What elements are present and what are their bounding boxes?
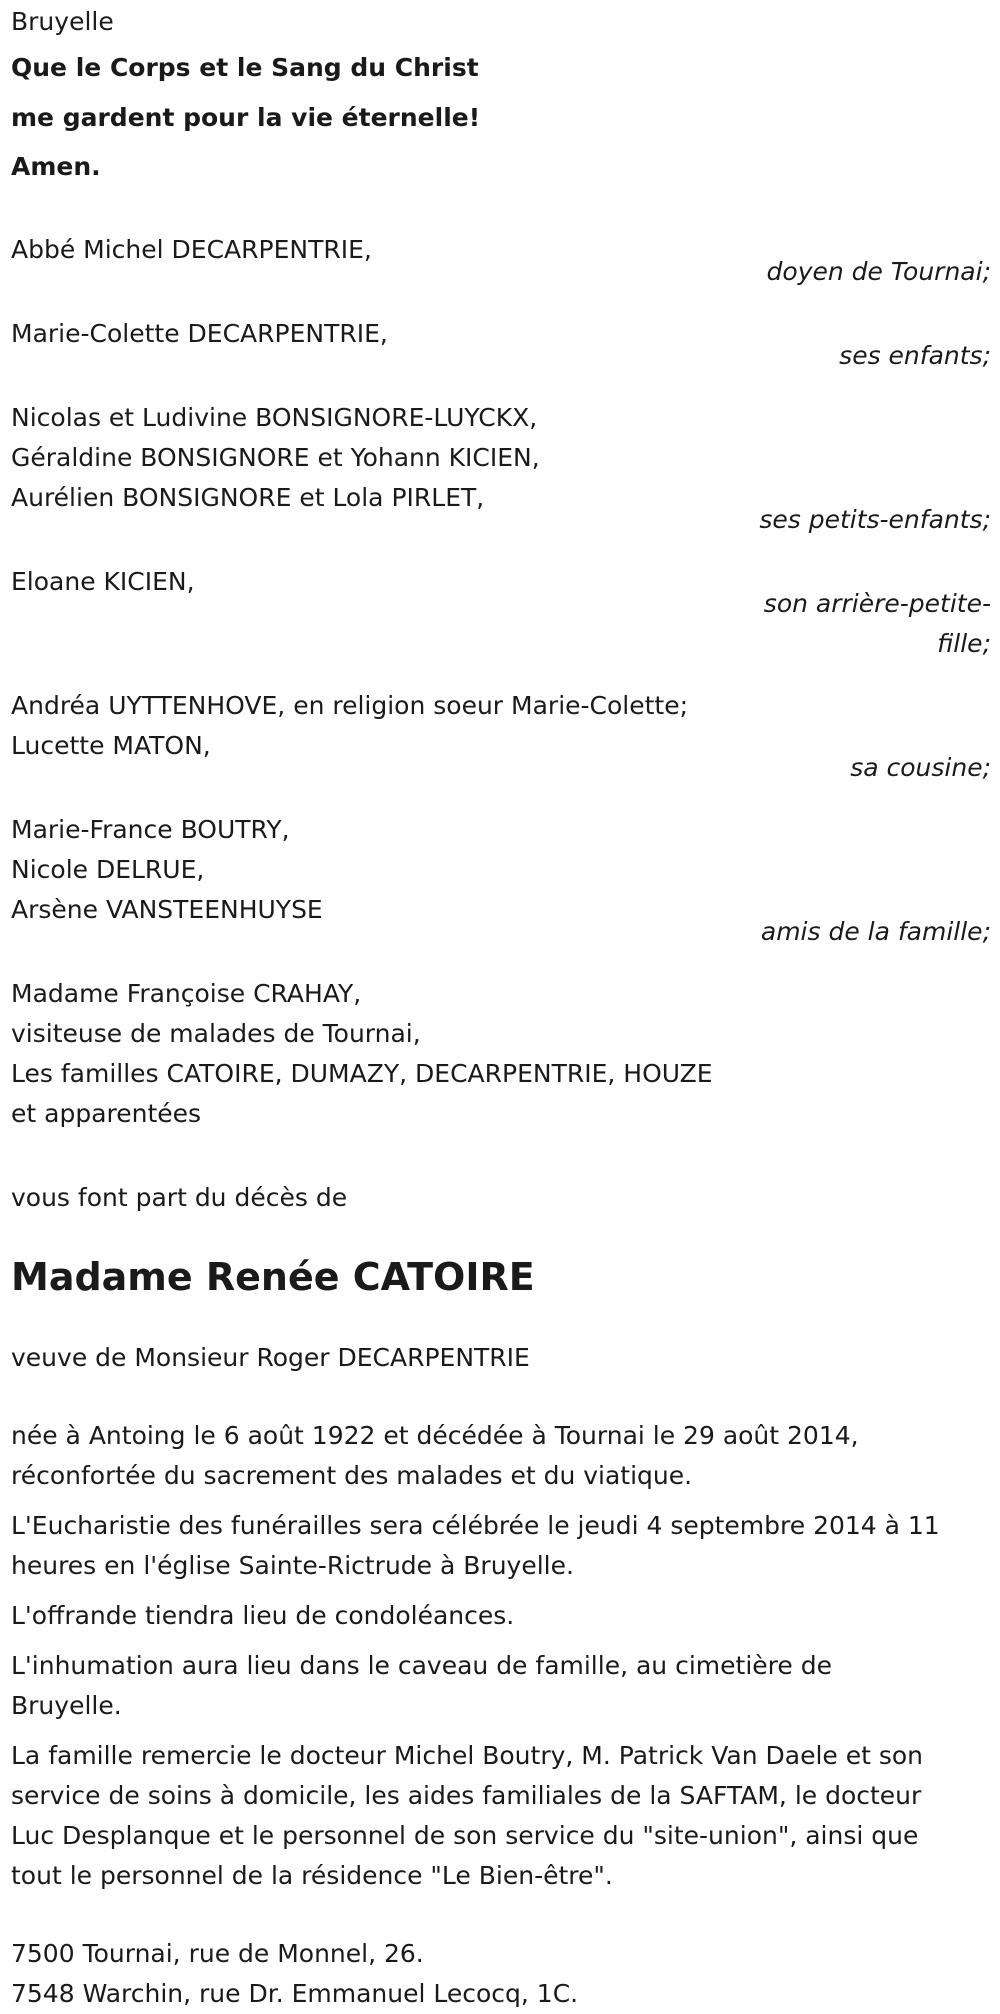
- paragraph: [11, 1416, 991, 1496]
- family-name: Eloane KICIEN,: [11, 566, 195, 596]
- family-group: [11, 810, 991, 952]
- intro-block: [11, 0, 991, 192]
- family-group: [11, 230, 991, 292]
- family-group: [11, 974, 991, 1134]
- family-name: et apparentées: [11, 1098, 202, 1128]
- family-role: [751, 252, 991, 292]
- paragraph-line: Bruyelle.: [11, 1690, 122, 1720]
- family-group: [11, 314, 991, 376]
- paragraph: [11, 1506, 991, 1586]
- address-line: 7500 Tournai, rue de Monnel, 26.: [11, 1938, 424, 1968]
- family-name: Nicole DELRUE,: [11, 854, 205, 884]
- family-name: visiteuse de malades de Tournai,: [11, 1018, 421, 1048]
- notice-column: [11, 0, 991, 2014]
- paragraph-line: réconfortée du sacrement des malades et du viatique.: [11, 1460, 693, 1490]
- family-name: Les familles CATOIRE, DUMAZY, DECARPENTRIE, HOUZE: [11, 1058, 713, 1088]
- prayer-line: me gardent pour la vie éternelle!: [11, 102, 481, 132]
- family-name: Géraldine BONSIGNORE et Yohann KICIEN,: [11, 442, 540, 472]
- family-name: Lucette MATON,: [11, 730, 211, 760]
- widow-text: veuve de Monsieur Roger DECARPENTRIE: [11, 1342, 530, 1372]
- paragraph-line: tout le personnel de la résidence "Le Bien-être".: [11, 1860, 613, 1890]
- paragraph: [11, 1736, 991, 1896]
- family-name: Madame Françoise CRAHAY,: [11, 978, 362, 1008]
- announcement: [11, 1178, 991, 1218]
- role-line: ses petits-enfants;: [759, 504, 991, 534]
- addresses: [11, 1934, 991, 2014]
- family-name: Abbé Michel DECARPENTRIE,: [11, 234, 372, 264]
- paragraph-line: L'Eucharistie des funérailles sera célébrée le jeudi 4 septembre 2014 à 11: [11, 1510, 940, 1540]
- prayer-line: Amen.: [11, 152, 101, 181]
- paragraph: [11, 1596, 991, 1636]
- paragraph-line: Luc Desplanque et le personnel de son service du "site-union", ainsi que: [11, 1820, 919, 1850]
- paragraph-line: heures en l'église Sainte-Rictrude à Bruyelle.: [11, 1550, 574, 1580]
- paragraph-line: La famille remercie le docteur Michel Boutry, M. Patrick Van Daele et son: [11, 1740, 924, 1770]
- prayer-line: Que le Corps et le Sang du Christ: [11, 53, 479, 82]
- paragraph-line: service de soins à domicile, les aides familiales de la SAFTAM, le docteur: [11, 1780, 922, 1810]
- family-names: [11, 562, 751, 602]
- family-group: [11, 398, 991, 540]
- paragraph-line: L'inhumation aura lieu dans le caveau de famille, au cimetière de: [11, 1650, 832, 1680]
- role-line: amis de la famille;: [760, 916, 991, 946]
- widow-line: [11, 1338, 991, 1378]
- family-names: [11, 230, 751, 292]
- paragraph: [11, 1646, 991, 1726]
- role-line: sa cousine;: [850, 752, 991, 782]
- role-line: doyen de Tournai;: [766, 256, 991, 286]
- family-name: Marie-Colette DECARPENTRIE,: [11, 318, 388, 348]
- family-names: [11, 314, 751, 376]
- role-line: fille;: [937, 628, 991, 658]
- family-name: Arsène VANSTEENHUYSE: [11, 894, 323, 924]
- family-role: [751, 562, 991, 664]
- family-group: [11, 686, 991, 788]
- deceased-name: Madame Renée CATOIRE: [11, 1254, 535, 1299]
- place: Bruyelle: [11, 7, 114, 36]
- family-names: [11, 398, 751, 540]
- paragraph-line: L'offrande tiendra lieu de condoléances.: [11, 1600, 515, 1630]
- role-line: ses enfants;: [839, 340, 991, 370]
- family-name: Marie-France BOUTRY,: [11, 814, 290, 844]
- family-names: [11, 810, 751, 952]
- family-role: [751, 748, 991, 788]
- family-name: Andréa UYTTENHOVE, en religion soeur Marie-Colette;: [11, 690, 689, 720]
- announcement-text: vous font part du décès de: [11, 1182, 348, 1212]
- family-name: Aurélien BONSIGNORE et Lola PIRLET,: [11, 482, 485, 512]
- family-names: [11, 974, 991, 1134]
- address-line: 7548 Warchin, rue Dr. Emmanuel Lecocq, 1C.: [11, 1978, 579, 2008]
- paragraph-line: née à Antoing le 6 août 1922 et décédée à Tournai le 29 août 2014,: [11, 1420, 859, 1450]
- family-names: [11, 686, 751, 788]
- role-line: son arrière-petite-: [763, 588, 991, 618]
- family-role: [751, 336, 991, 376]
- family-role: [751, 912, 991, 952]
- family-role: [751, 500, 991, 540]
- family-group: [11, 562, 991, 664]
- family-name: Nicolas et Ludivine BONSIGNORE-LUYCKX,: [11, 402, 538, 432]
